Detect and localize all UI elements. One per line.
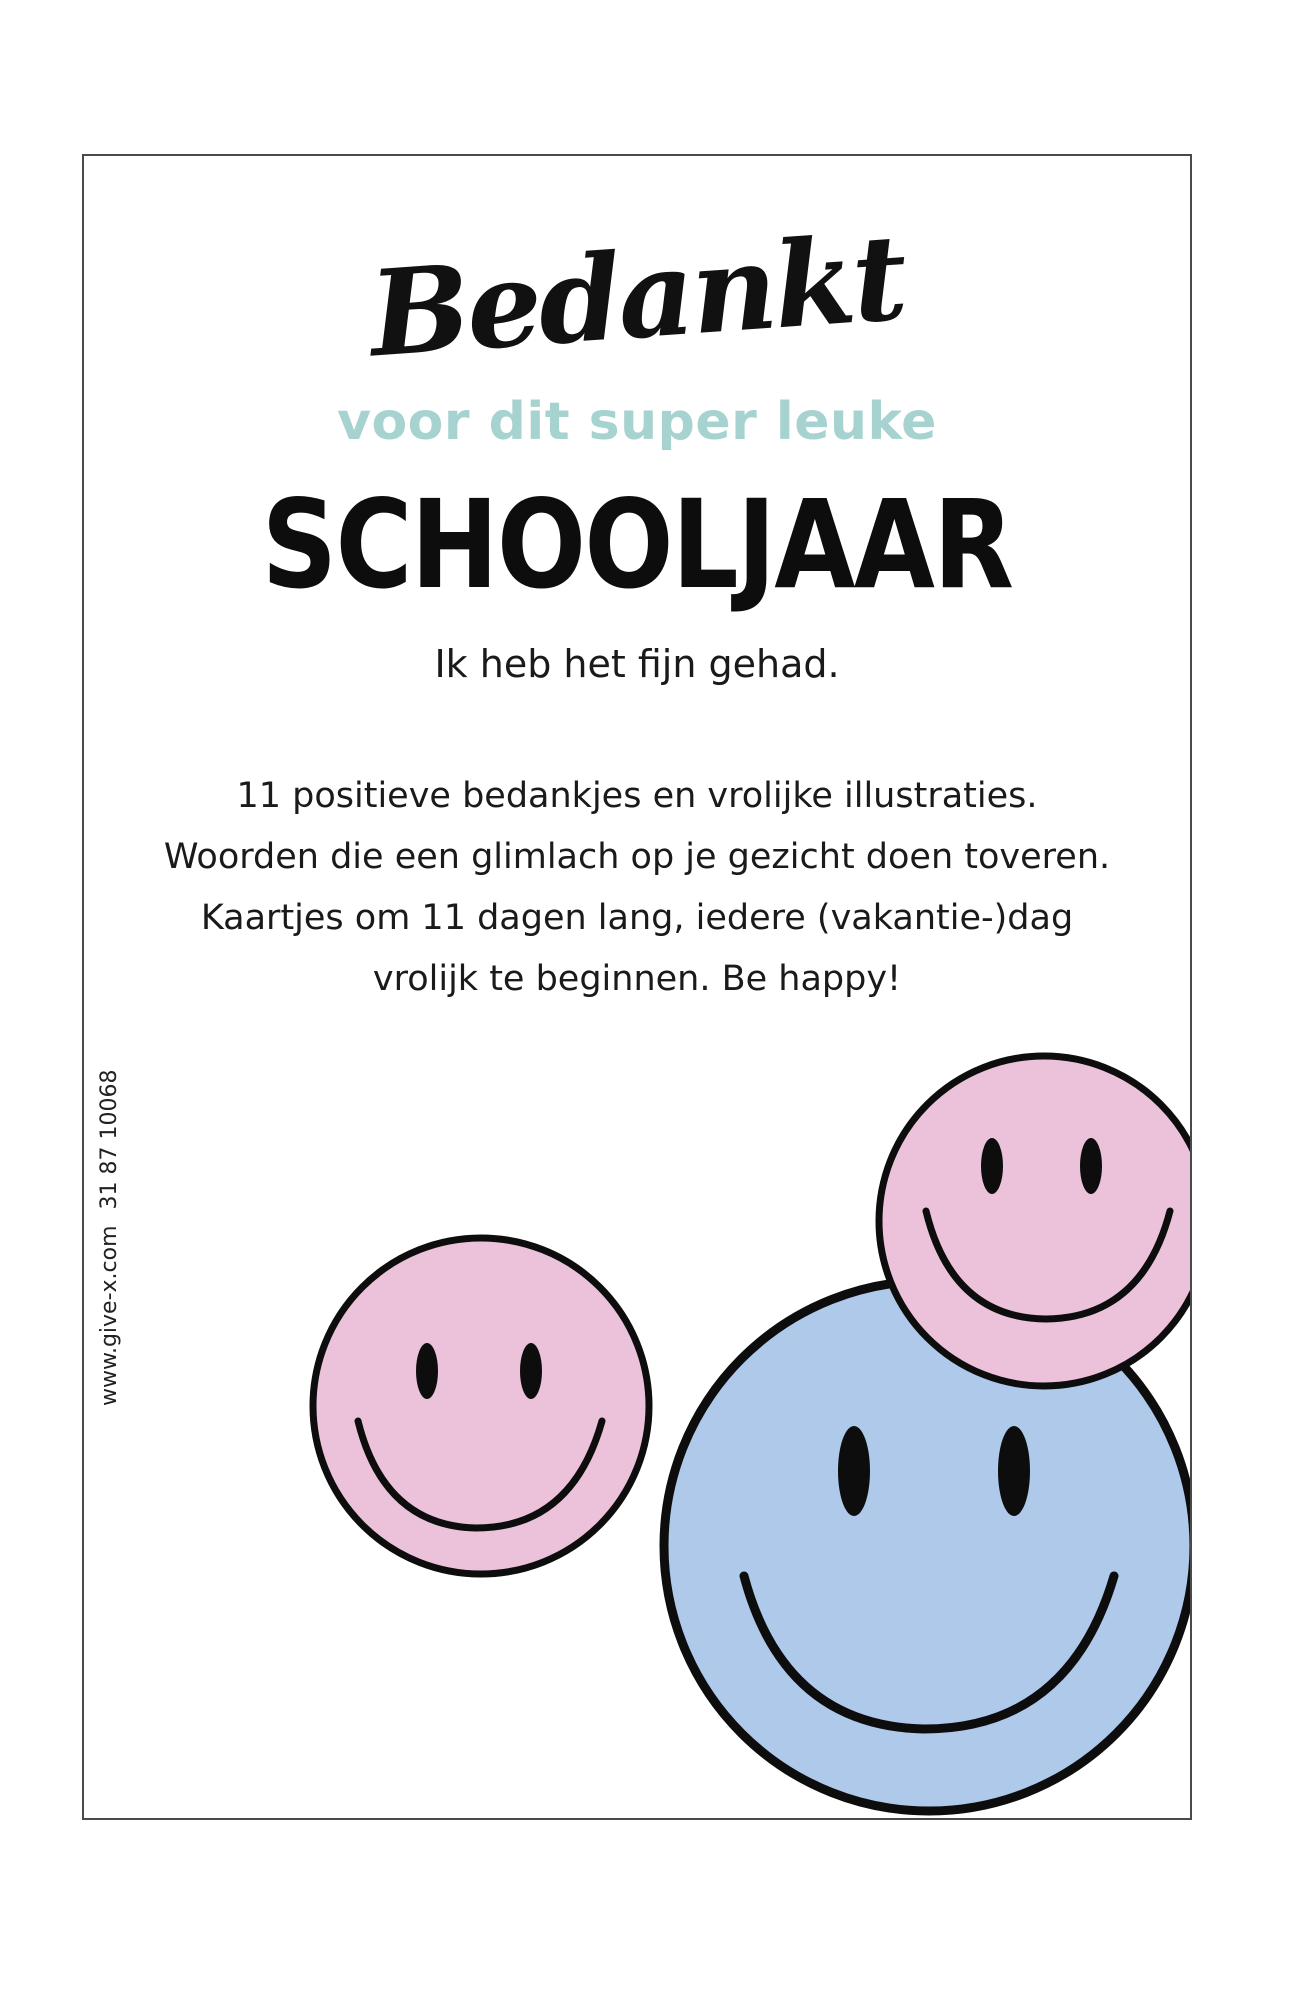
card [82,154,1192,1820]
subtitle: voor dit super leuke [337,392,937,452]
pink-smiley-small-icon [313,1238,649,1574]
pink-smiley-top-icon [879,1056,1192,1386]
description-line: Woorden die een glimlach op je gezicht doen toveren. [163,837,1111,877]
description-line: 11 positieve bedankjes en vrolijke illustraties. [236,776,1038,816]
tagline: Ik heb het fijn gehad. [434,642,840,686]
script-title: Bedankt [365,207,909,384]
description-line: vrolijk te beginnen. Be happy! [372,959,902,999]
smiley-illustration [84,156,1192,1820]
description-line: Kaartjes om 11 dagen lang, iedere (vakantie-)dag [200,898,1074,938]
headline: SCHOOLJAAR [261,474,1013,616]
publisher-info [90,986,130,1406]
website-text: www.give-x.com [97,1225,122,1406]
product-number: 31 87 10068 [97,1069,122,1210]
